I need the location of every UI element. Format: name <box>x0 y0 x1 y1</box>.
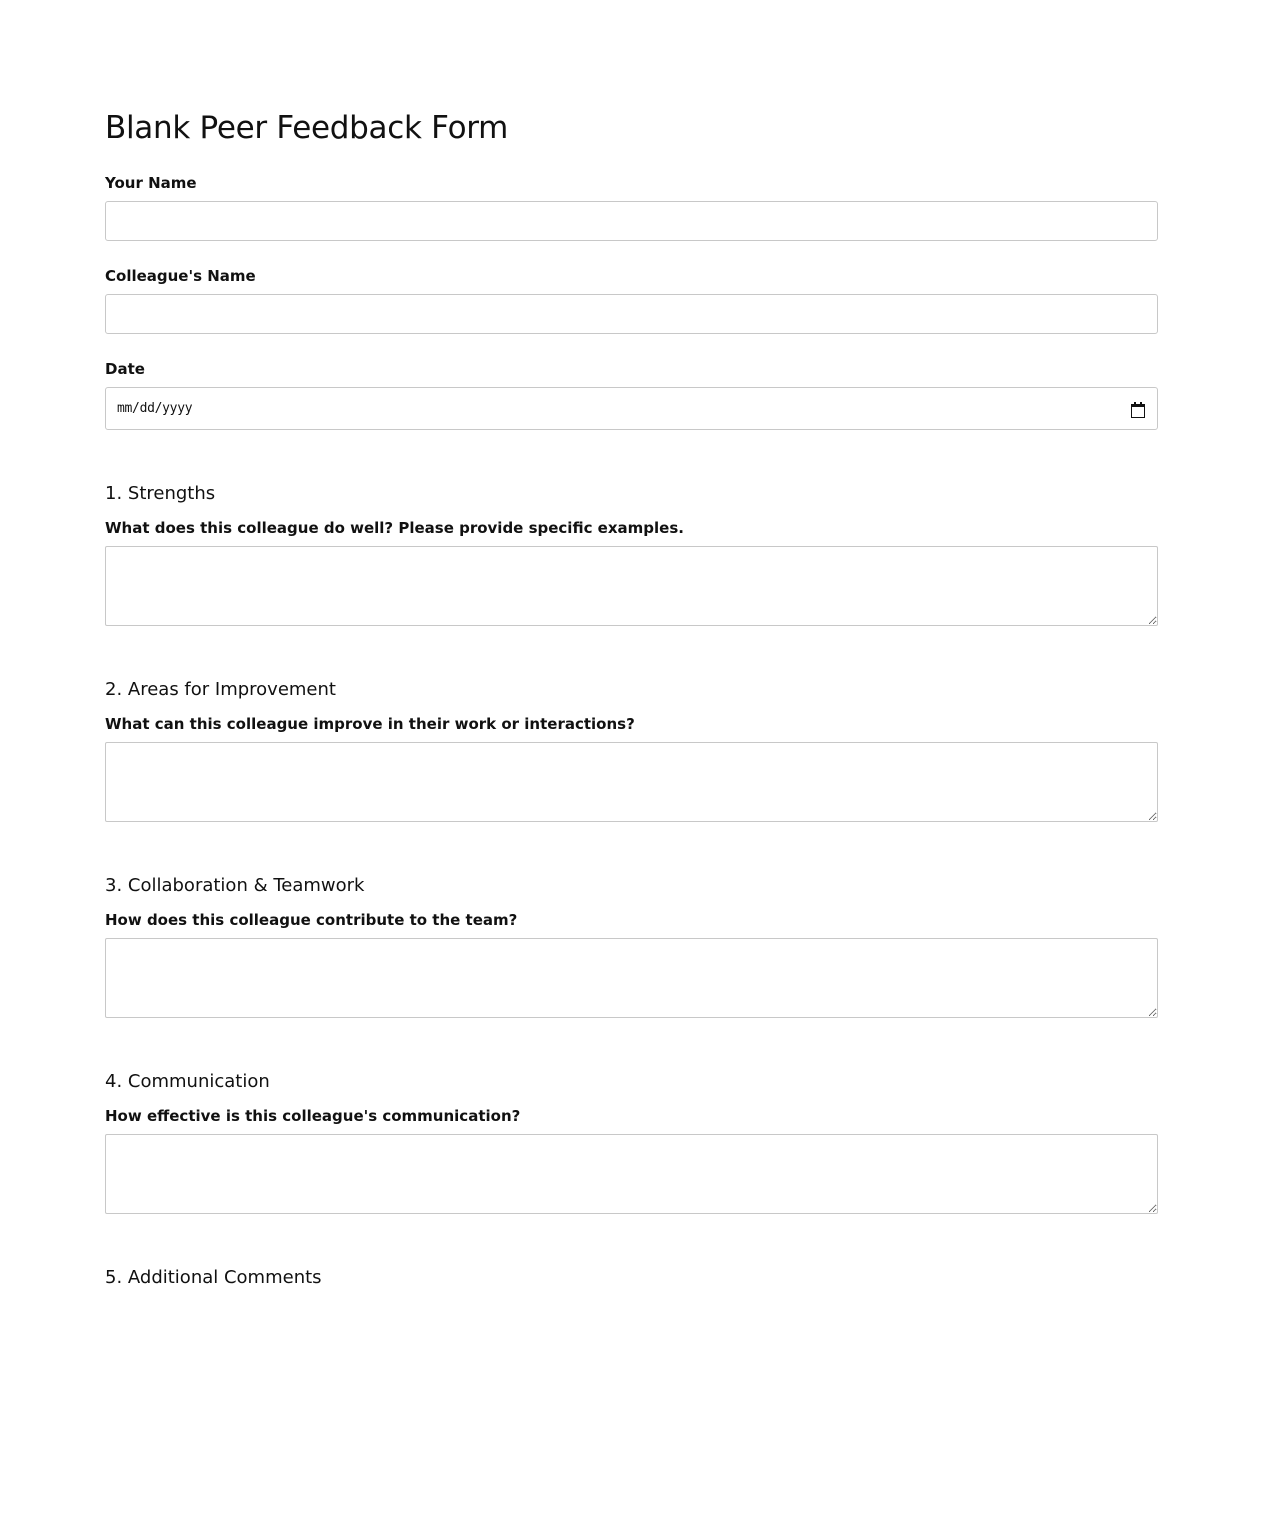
strengths-textarea[interactable] <box>105 546 1158 626</box>
date-label: Date <box>105 360 145 378</box>
strengths-question: What does this colleague do well? Please provide specific examples. <box>105 519 684 537</box>
calendar-icon[interactable] <box>1131 402 1145 416</box>
colleague-name-label: Colleague's Name <box>105 267 256 285</box>
section-strengths-title: 1. Strengths <box>105 483 216 504</box>
section-collaboration-title: 3. Collaboration & Teamwork <box>105 875 365 896</box>
page-title: Blank Peer Feedback Form <box>105 110 509 146</box>
section-additional-comments-title: 5. Additional Comments <box>105 1267 322 1288</box>
collaboration-textarea[interactable] <box>105 938 1158 1018</box>
date-input[interactable] <box>105 387 1158 430</box>
communication-textarea[interactable] <box>105 1134 1158 1214</box>
date-placeholder: mm/dd/yyyy <box>117 401 193 416</box>
improvement-question: What can this colleague improve in their work or interactions? <box>105 715 635 733</box>
improvement-textarea[interactable] <box>105 742 1158 822</box>
section-communication-title: 4. Communication <box>105 1071 270 1092</box>
your-name-label: Your Name <box>105 174 197 192</box>
your-name-input[interactable] <box>105 201 1158 241</box>
communication-question: How effective is this colleague's communication? <box>105 1107 521 1125</box>
colleague-name-input[interactable] <box>105 294 1158 334</box>
collaboration-question: How does this colleague contribute to the team? <box>105 911 518 929</box>
section-improvement-title: 2. Areas for Improvement <box>105 679 336 700</box>
